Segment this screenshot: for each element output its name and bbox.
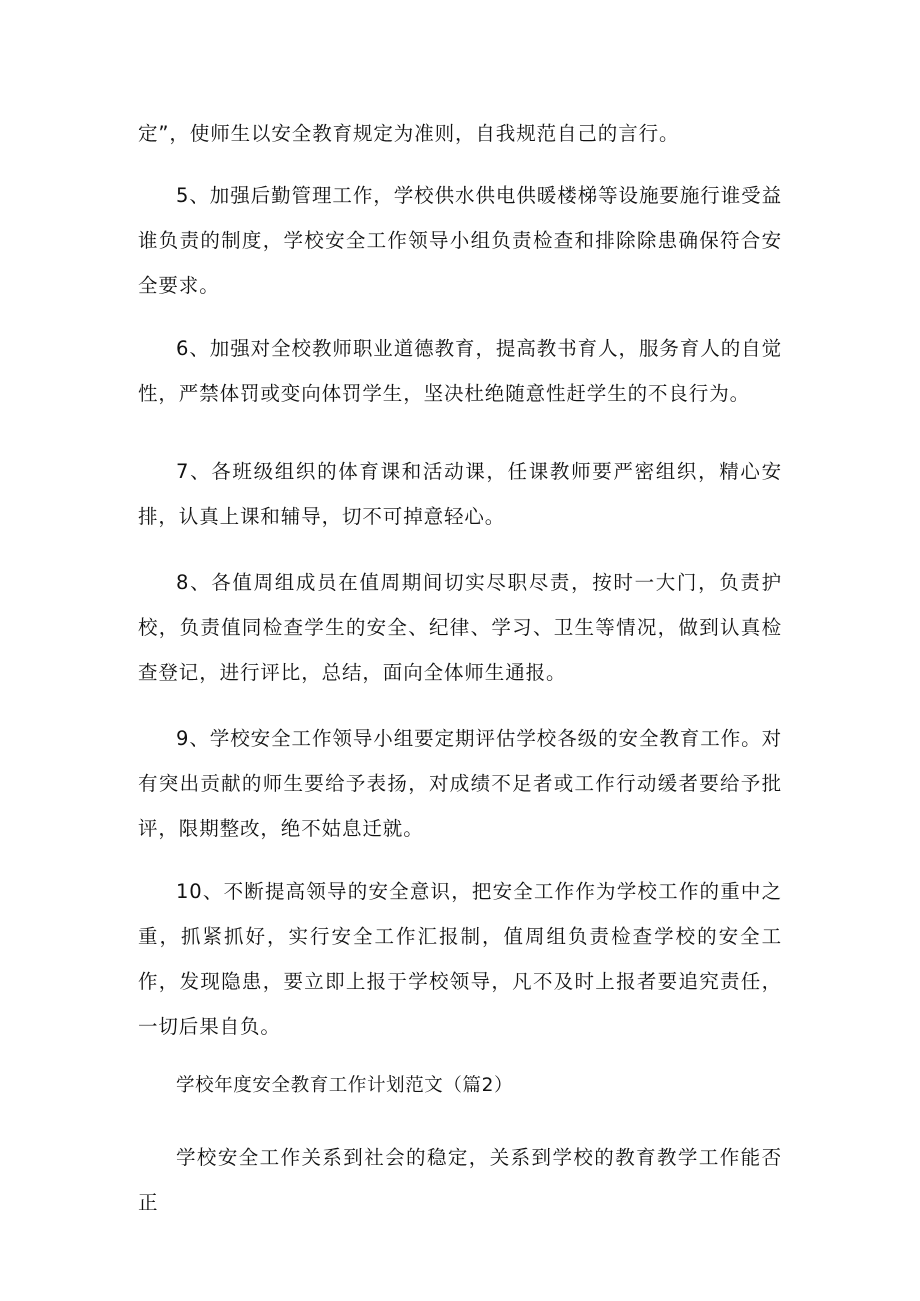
section-title: 学校年度安全教育工作计划范文（篇2）: [176, 1075, 514, 1096]
paragraph-item-8: 8、各值周组成员在值周期间切实尽职尽责，按时一大门，负责护校，负责值同检查学生的安全、纪律、学习、卫生等情况，做到认真检查登记，进行评比，总结，面向全体师生通报。: [138, 571, 782, 684]
paragraph-intro: 学校安全工作关系到社会的稳定，关系到学校的教育教学工作能否正: [138, 1146, 782, 1214]
paragraph-item-7: 7、各班级组织的体育课和活动课，任课教师要严密组织，精心安排，认真上课和辅导，切不可掉意轻心。: [138, 460, 782, 528]
paragraph-item-5: 5、加强后勤管理工作，学校供水供电供暖楼梯等设施要施行谁受益谁负责的制度，学校安全工作领导小组负责检查和排除除患确保符合安全要求。: [138, 184, 782, 297]
paragraph-item-6: 6、加强对全校教师职业道德教育，提高教书育人，服务育人的自觉性，严禁体罚或变向体罚学生，坚决杜绝随意性赶学生的不良行为。: [138, 337, 782, 405]
paragraph-item-10: 10、不断提高领导的安全意识，把安全工作作为学校工作的重中之重，抓紧抓好，实行安全工作汇报制，值周组负责检查学校的安全工作，发现隐患，要立即上报于学校领导，凡不及时上报者要追究责任，一切后果自负。: [138, 880, 782, 1038]
paragraph-continuation: 定”，使师生以安全教育规定为准则，自我规范自己的言行。: [138, 122, 680, 145]
paragraph-item-9: 9、学校安全工作领导小组要定期评估学校各级的安全教育工作。对有突出贡献的师生要给予表扬，对成绩不足者或工作行动缓者要给予批评，限期整改，绝不姑息迁就。: [138, 727, 782, 840]
